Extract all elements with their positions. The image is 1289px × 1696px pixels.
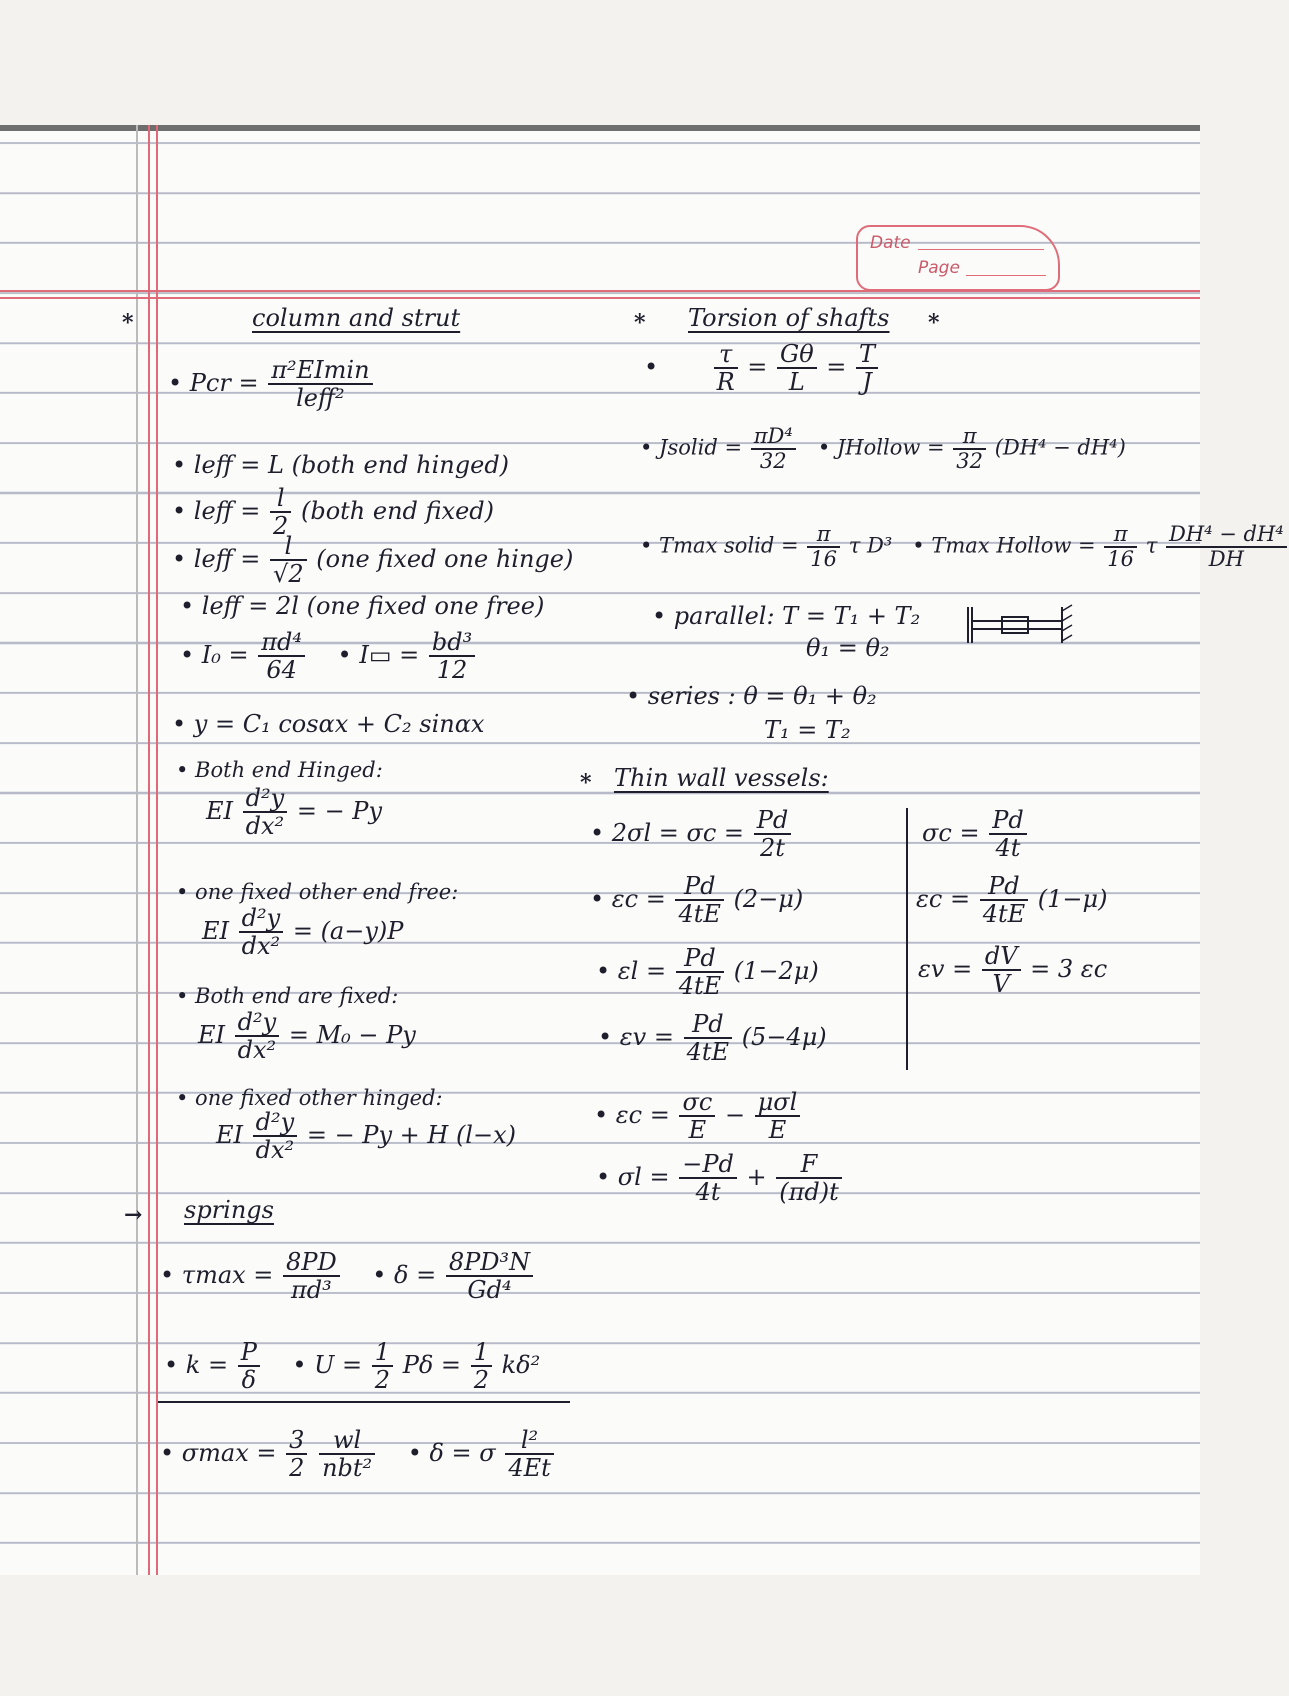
fraction — [286, 1427, 307, 1482]
formula-rhs: (2−μ) — [733, 884, 804, 913]
numerator: l² — [505, 1427, 553, 1455]
fraction — [953, 425, 986, 473]
formula-long-strain — [596, 945, 819, 1000]
formula-lhs: • σl = — [596, 1162, 670, 1191]
formula-sphere-vol-strain — [918, 943, 1107, 998]
fraction — [679, 1151, 737, 1206]
formula-lhs: • σmax = — [160, 1438, 277, 1467]
formula-lhs: EI — [206, 796, 233, 825]
fraction — [777, 341, 817, 396]
formula-mid: + — [746, 1162, 767, 1191]
denominator: V — [992, 970, 1010, 999]
formula-lhs: • I▭ = — [337, 640, 420, 669]
denominator: δ — [241, 1366, 257, 1395]
formula-lhs: • k = — [164, 1350, 229, 1379]
denominator: 4t — [695, 1178, 721, 1207]
case-fixed-hinged: • one fixed other hinged: — [176, 1086, 443, 1110]
numerator: μσl — [755, 1089, 801, 1117]
hand-rule — [158, 1401, 570, 1403]
formula-torsion-main — [644, 341, 880, 396]
fraction — [235, 1009, 280, 1064]
formula-rhs: τ D³ — [848, 533, 893, 558]
fraction — [238, 1339, 260, 1394]
denominator: 32 — [956, 449, 984, 474]
numerator: bd³ — [429, 629, 475, 657]
numerator: πD⁴ — [751, 425, 796, 450]
numerator: d²y — [235, 1009, 280, 1037]
fraction — [754, 807, 792, 862]
formula-leff-fixed — [172, 485, 494, 540]
numerator: l — [270, 485, 291, 513]
page-line — [966, 275, 1046, 276]
formula-rhs: = − Py + H (l−x) — [306, 1120, 516, 1149]
fraction — [776, 1151, 842, 1206]
formula-hoop-stress — [590, 807, 793, 862]
notebook-page — [0, 125, 1284, 1575]
numerator: π — [953, 425, 986, 450]
formula-lhs: EI — [216, 1120, 243, 1149]
numerator: τ — [714, 341, 738, 369]
numerator: l — [270, 533, 307, 561]
column-divider — [906, 808, 908, 1070]
section-mark: * — [580, 770, 592, 796]
denominator: 4tE — [678, 972, 722, 1001]
section-mark: → — [124, 1202, 143, 1228]
formula-lhs: EI — [198, 1020, 225, 1049]
numerator: 1 — [471, 1339, 492, 1367]
formula-rhs: (1−μ) — [1037, 884, 1108, 913]
denominator: E — [768, 1116, 787, 1145]
fraction — [446, 1249, 533, 1304]
numerator: d²y — [253, 1109, 298, 1137]
formula-pcr — [168, 357, 375, 412]
formula-lhs: • δ = σ — [407, 1438, 496, 1467]
heading-springs: springs — [184, 1196, 274, 1224]
fraction — [751, 425, 796, 473]
numerator: Gθ — [777, 341, 817, 369]
section-mark: * — [634, 310, 646, 336]
numerator: P — [238, 1339, 260, 1367]
formula-lhs: • leff = — [172, 544, 261, 573]
denominator: R — [716, 368, 735, 397]
fraction — [755, 1089, 801, 1144]
numerator: π²EImin — [268, 357, 372, 385]
formula-mid: Pδ = — [402, 1350, 462, 1379]
denominator: (πd)t — [779, 1178, 839, 1207]
fraction — [980, 873, 1028, 928]
denominator: dx² — [237, 1036, 277, 1065]
denominator: 4tE — [982, 900, 1026, 929]
fraction — [268, 357, 372, 412]
formula-rhs: kδ² — [501, 1350, 541, 1379]
denominator: J — [862, 368, 872, 397]
numerator: 3 — [286, 1427, 307, 1455]
fraction — [856, 341, 878, 396]
formula-lhs: • Tmax solid = — [640, 533, 799, 558]
formula-moment-inertia — [180, 629, 477, 684]
numerator: 8PD — [283, 1249, 340, 1277]
fraction — [1166, 523, 1287, 571]
formula-spring-shear — [160, 1249, 535, 1304]
fraction — [239, 905, 284, 960]
formula-fixed-free — [202, 905, 403, 960]
formula-series-torque: T₁ = T₂ — [764, 716, 851, 744]
numerator: F — [776, 1151, 842, 1179]
formula-note: (both end fixed) — [300, 496, 494, 525]
formula-polar-moment — [640, 425, 1126, 473]
formula-vol-strain — [598, 1011, 827, 1066]
numerator: Pd — [989, 807, 1027, 835]
denominator: √2 — [273, 560, 304, 589]
formula-note: (one fixed one hinge) — [316, 544, 574, 573]
denominator: 4tE — [678, 900, 721, 929]
formula-lhs: • εc = — [594, 1100, 670, 1129]
date-label: Date — [870, 233, 911, 253]
denominator: 4Et — [508, 1454, 551, 1483]
formula-spring-stiffness — [164, 1339, 540, 1394]
formula-lhs: • Tmax Hollow = — [912, 533, 1096, 558]
formula-strain-general — [594, 1089, 802, 1144]
numerator: 1 — [372, 1339, 393, 1367]
numerator: d²y — [243, 785, 288, 813]
numerator: Pd — [684, 1011, 732, 1039]
case-both-hinged: • Both end Hinged: — [176, 758, 383, 782]
formula-both-hinged — [206, 785, 382, 840]
denominator: L — [788, 368, 805, 397]
formula-lhs: EI — [202, 916, 229, 945]
denominator: 32 — [759, 449, 787, 474]
numerator: Pd — [754, 807, 792, 835]
numerator: d²y — [239, 905, 284, 933]
formula-leff-fixed-free: • leff = 2l (one fixed one free) — [180, 592, 545, 620]
formula-lhs: • U = — [292, 1350, 363, 1379]
denominator: dx² — [241, 932, 281, 961]
formula-parallel: • parallel: T = T₁ + T₂ — [652, 602, 921, 630]
formula-sphere-stress — [922, 807, 1029, 862]
fraction — [258, 629, 305, 684]
numerator: Pd — [676, 945, 724, 973]
formula-series: • series : θ = θ₁ + θ₂ — [626, 682, 877, 710]
denominator: 64 — [266, 656, 297, 685]
fraction — [429, 629, 475, 684]
formula-lhs: εc = — [916, 884, 971, 913]
numerator: 8PD³N — [446, 1249, 533, 1277]
binding-line — [136, 125, 138, 1575]
heading-column-strut: column and strut — [252, 304, 461, 332]
formula-max-torque — [640, 523, 1289, 571]
shaft-sketch-icon — [962, 603, 1080, 647]
denominator: 2 — [273, 512, 289, 541]
formula-mid: τ — [1145, 533, 1158, 558]
formula-leaf-spring — [160, 1427, 556, 1482]
denominator: E — [688, 1116, 707, 1145]
numerator: Pd — [980, 873, 1028, 901]
formula-rhs: = − Py — [296, 796, 383, 825]
fraction — [989, 807, 1027, 862]
denominator: 16 — [1107, 547, 1135, 572]
numerator: πd⁴ — [258, 629, 305, 657]
numerator: π — [807, 523, 840, 548]
formula-rhs: (DH⁴ − dH⁴) — [994, 435, 1126, 460]
numerator: T — [856, 341, 878, 369]
denominator: 2t — [759, 834, 785, 863]
section-mark: * — [122, 310, 134, 336]
heading-torsion: Torsion of shafts — [688, 304, 890, 332]
formula-leff-fixed-hinged — [172, 533, 573, 588]
numerator: π — [1104, 523, 1137, 548]
header-rule — [0, 297, 1200, 299]
fraction — [1104, 523, 1137, 571]
fraction — [684, 1011, 732, 1066]
case-both-fixed: • Both end are fixed: — [176, 984, 399, 1008]
numerator: Pd — [675, 873, 723, 901]
formula-lhs: • Jsolid = — [640, 435, 743, 460]
formula-lhs: • τmax = — [160, 1260, 274, 1289]
formula-rhs: = 3 εc — [1030, 954, 1108, 983]
formula-long-stress — [596, 1151, 844, 1206]
formula-lhs: • I₀ = — [180, 640, 249, 669]
formula-lhs: • leff = — [172, 496, 261, 525]
margin-line — [156, 125, 158, 1575]
formula-fixed-hinged — [216, 1109, 516, 1164]
fraction — [471, 1339, 492, 1394]
formula-both-fixed — [198, 1009, 416, 1064]
formula-mid: − — [724, 1100, 746, 1129]
fraction — [372, 1339, 393, 1394]
formula-rhs: (5−4μ) — [741, 1022, 827, 1051]
fraction — [270, 533, 307, 588]
denominator: dx² — [245, 812, 285, 841]
formula-lhs: • δ = — [372, 1260, 437, 1289]
formula-deflection: • y = C₁ cosαx + C₂ sinαx — [172, 710, 485, 738]
formula-lhs: • εc = — [590, 884, 666, 913]
formula-leff-hinged: • leff = L (both end hinged) — [172, 451, 510, 479]
fraction — [505, 1427, 553, 1482]
formula-lhs: • 2σl = σc = — [590, 818, 745, 847]
denominator: 2 — [374, 1366, 391, 1395]
denominator: 16 — [810, 547, 838, 572]
numerator: dV — [982, 943, 1021, 971]
denominator: 2 — [289, 1454, 305, 1483]
fraction — [319, 1427, 375, 1482]
date-line — [918, 249, 1044, 250]
denominator: DH — [1208, 547, 1244, 572]
formula-hoop-strain — [590, 873, 803, 928]
page-top-edge — [0, 125, 1200, 131]
fraction — [982, 943, 1021, 998]
date-page-box — [856, 225, 1060, 291]
formula-lhs: εv = — [918, 954, 973, 983]
section-mark: * — [928, 310, 940, 336]
fraction — [679, 1089, 715, 1144]
bullet: • — [644, 352, 659, 381]
formula-sphere-strain — [916, 873, 1107, 928]
denominator: 12 — [436, 656, 468, 685]
fraction — [675, 873, 723, 928]
denominator: 4t — [995, 834, 1021, 863]
fraction — [676, 945, 724, 1000]
formula-rhs: = (a−y)P — [292, 916, 404, 945]
numerator: DH⁴ − dH⁴ — [1166, 523, 1287, 548]
equals: = — [747, 352, 768, 381]
case-fixed-free: • one fixed other end free: — [176, 880, 459, 904]
equals: = — [826, 352, 847, 381]
formula-lhs: • Pcr = — [168, 368, 259, 397]
formula-rhs: (1−2μ) — [733, 956, 819, 985]
page-label: Page — [918, 258, 960, 278]
formula-lhs: σc = — [922, 818, 980, 847]
denominator: leff² — [296, 384, 345, 413]
numerator: −Pd — [679, 1151, 737, 1179]
denominator: 2 — [473, 1366, 489, 1395]
formula-parallel-angle: θ₁ = θ₂ — [806, 634, 890, 662]
denominator: nbt² — [322, 1454, 373, 1483]
fraction — [283, 1249, 340, 1304]
denominator: πd³ — [291, 1276, 332, 1305]
denominator: dx² — [255, 1136, 295, 1165]
heading-thin-wall: Thin wall vessels: — [614, 764, 829, 792]
fraction — [714, 341, 738, 396]
formula-rhs: = M₀ − Py — [288, 1020, 416, 1049]
formula-lhs: • JHollow = — [817, 435, 945, 460]
denominator: 4tE — [686, 1038, 730, 1067]
formula-lhs: • εl = — [596, 956, 667, 985]
formula-lhs: • εv = — [598, 1022, 674, 1051]
fraction — [807, 523, 840, 571]
numerator: σc — [679, 1089, 715, 1117]
fraction — [253, 1109, 298, 1164]
fraction — [243, 785, 288, 840]
margin-line — [148, 125, 150, 1575]
denominator: Gd⁴ — [467, 1276, 512, 1305]
numerator: wl — [319, 1427, 375, 1455]
